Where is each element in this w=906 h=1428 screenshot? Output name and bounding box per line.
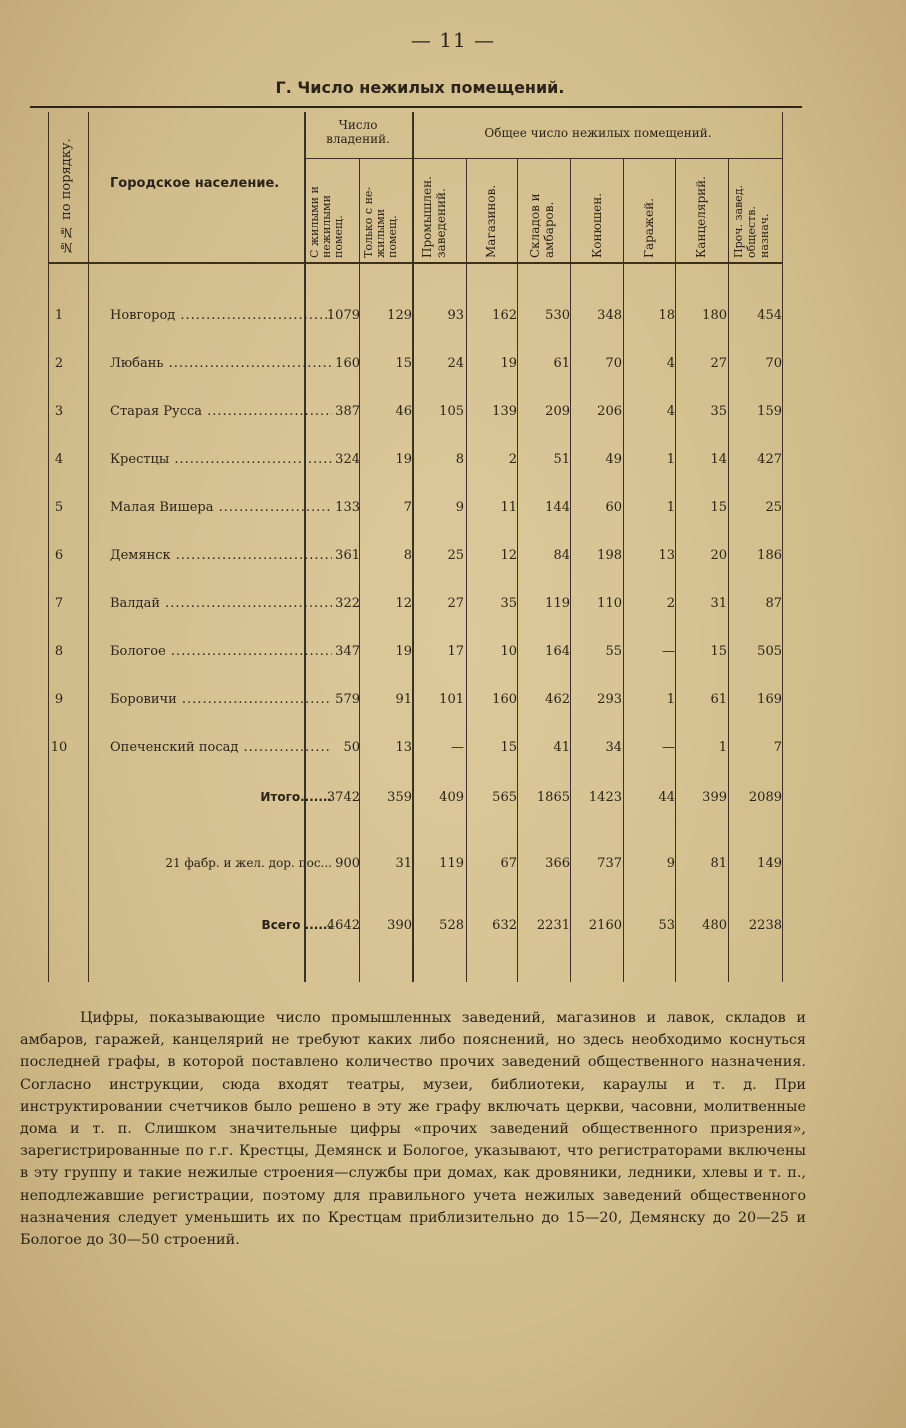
row-number: 7 xyxy=(54,596,64,611)
table-cell: 361 xyxy=(335,548,360,563)
city-name: Итого....... xyxy=(260,790,332,804)
table-cell: 67 xyxy=(500,856,517,871)
table-cell: 53 xyxy=(658,918,675,933)
table-cell: 186 xyxy=(757,548,782,563)
table-cell: 10 xyxy=(500,644,517,659)
table-cell: 169 xyxy=(757,692,782,707)
table-cell: 19 xyxy=(395,644,412,659)
header-owners-res: С жилыми и нежилыми помещ. xyxy=(308,186,345,258)
table-cell: 7 xyxy=(773,740,782,755)
table-border-left xyxy=(48,112,49,982)
header-warehouses: Складов и амбаров. xyxy=(528,193,556,258)
table-cell: 31 xyxy=(710,596,727,611)
table-cell: 139 xyxy=(492,404,517,419)
table-cell: 347 xyxy=(335,644,360,659)
table-cell: 505 xyxy=(757,644,782,659)
table-cell: — xyxy=(662,644,675,659)
header-rule xyxy=(48,262,782,264)
table-cell: 399 xyxy=(702,790,727,805)
row-number: 2 xyxy=(54,356,64,371)
table-cell: 480 xyxy=(702,918,727,933)
table-cell: 462 xyxy=(545,692,570,707)
table-cell: 25 xyxy=(765,500,782,515)
city-name: Старая Русса ..... xyxy=(110,404,332,419)
table-cell: 409 xyxy=(439,790,464,805)
table-border-right xyxy=(782,112,783,982)
table-cell: 70 xyxy=(765,356,782,371)
table-cell: 35 xyxy=(710,404,727,419)
table-cell: 206 xyxy=(597,404,622,419)
header-industrial: Промышлен. заведений. xyxy=(420,176,448,258)
table-cell: 9 xyxy=(455,500,464,515)
table-cell: 2 xyxy=(666,596,675,611)
table-cell: 25 xyxy=(447,548,464,563)
table-cell: 366 xyxy=(545,856,570,871)
table-cell: 55 xyxy=(605,644,622,659)
table-cell: 4642 xyxy=(326,918,360,933)
table-cell: 1 xyxy=(718,740,727,755)
table-cell: 70 xyxy=(605,356,622,371)
table-cell: 4 xyxy=(666,356,675,371)
table-cell: 9 xyxy=(666,856,675,871)
table-divider xyxy=(304,112,306,982)
table-cell: 84 xyxy=(553,548,570,563)
table-cell: 4 xyxy=(666,404,675,419)
table-cell: 900 xyxy=(335,856,360,871)
row-number: 5 xyxy=(54,500,64,515)
table-cell: 7 xyxy=(403,500,412,515)
table-cell: 61 xyxy=(553,356,570,371)
row-number: 1 xyxy=(54,308,64,323)
table-cell: 13 xyxy=(395,740,412,755)
table-row-itogo xyxy=(30,790,786,810)
header-garages: Гаражей. xyxy=(642,198,656,258)
table-cell: 8 xyxy=(455,452,464,467)
table-cell: 81 xyxy=(710,856,727,871)
row-number: 6 xyxy=(54,548,64,563)
table-cell: 390 xyxy=(387,918,412,933)
city-name: 21 фабр. и жел. дор. пос... xyxy=(165,856,332,870)
table-divider xyxy=(412,112,414,982)
city-name: Всего ...... xyxy=(261,918,332,932)
table-row xyxy=(30,548,786,568)
table-cell: 293 xyxy=(597,692,622,707)
city-name: Малая Вишера ..... xyxy=(110,500,332,515)
table-cell: 49 xyxy=(605,452,622,467)
table-cell: 322 xyxy=(335,596,360,611)
city-name: Валдай ..... xyxy=(110,596,332,611)
table-cell: 15 xyxy=(710,644,727,659)
table-cell: 17 xyxy=(447,644,464,659)
table-cell: 60 xyxy=(605,500,622,515)
row-number: 3 xyxy=(54,404,64,419)
page-number: — 11 — xyxy=(410,28,496,52)
table-cell: 359 xyxy=(387,790,412,805)
table-cell: 34 xyxy=(605,740,622,755)
row-number: 10 xyxy=(50,740,68,755)
table-row xyxy=(30,692,786,712)
table-cell: 119 xyxy=(545,596,570,611)
header-subrule xyxy=(304,158,782,159)
table-cell: 14 xyxy=(710,452,727,467)
table-cell: 2160 xyxy=(588,918,622,933)
table-cell: 12 xyxy=(395,596,412,611)
table-cell: 427 xyxy=(757,452,782,467)
table-cell: 20 xyxy=(710,548,727,563)
table-cell: 61 xyxy=(710,692,727,707)
row-number: 9 xyxy=(54,692,64,707)
section-title: Г. Число нежилых помещений. xyxy=(275,78,565,97)
table-cell: 162 xyxy=(492,308,517,323)
explanatory-paragraph: Цифры, показывающие число промышленных заведений, магазинов и лавок, складов и амбаров, гаражей, канцелярий не требуют каких либо пояснений, но здесь необходимо коснуться последней графы, в которой поставлено количество прочих заведений общественного назначения. Согласно инструкции, сюда входят театры, музеи, библиотеки, караулы и т. д. При инструктировании счетчиков было решено в эту же графу включать церкви, часовни, молитвенные дома и т. п. Слишком значительные цифры «прочих заведений общественного призрения», зарегистрированные по г.г. Крестцы, Демянск и Бологое, указывают, что регистраторами включены в эту группу и такие нежилые строения—службы при домах, как дровяники, ледники, хлевы и т. п., неподлежавшие регистрации, поэтому для правильного учета нежилых заведений общественного назначения следует уменьшить их по Крестцам приблизительно до 15—20, Демянску до 20—25 и Бологое до 30—50 строений. xyxy=(20,1010,806,1249)
table-cell: 15 xyxy=(395,356,412,371)
table-cell: 198 xyxy=(597,548,622,563)
table-cell: 164 xyxy=(545,644,570,659)
table-cell: 1 xyxy=(666,692,675,707)
table-row xyxy=(30,500,786,520)
table-cell: 324 xyxy=(335,452,360,467)
table-cell: 35 xyxy=(500,596,517,611)
header-premises-group: Общее число нежилых помещений. xyxy=(484,126,712,140)
city-name: Крестцы ..... xyxy=(110,452,332,467)
top-rule xyxy=(30,106,802,108)
table-cell: 144 xyxy=(545,500,570,515)
table-cell: 24 xyxy=(447,356,464,371)
city-name: Бологое ..... xyxy=(110,644,332,659)
header-owners-nonres: Только с не- жилыми помещ. xyxy=(362,186,399,258)
table-cell: 530 xyxy=(545,308,570,323)
table-cell: 528 xyxy=(439,918,464,933)
table-row xyxy=(30,404,786,424)
table-cell: 11 xyxy=(500,500,517,515)
header-offices: Канцелярий. xyxy=(694,176,708,258)
table-cell: 1 xyxy=(666,452,675,467)
table-cell: 91 xyxy=(395,692,412,707)
table-cell: 46 xyxy=(395,404,412,419)
table-cell: 93 xyxy=(447,308,464,323)
table-cell: 119 xyxy=(439,856,464,871)
table-cell: 41 xyxy=(553,740,570,755)
header-city: Городское население. xyxy=(110,176,280,191)
table-cell: 348 xyxy=(597,308,622,323)
table-cell: — xyxy=(451,740,464,755)
table-cell: 15 xyxy=(500,740,517,755)
table-cell: 1865 xyxy=(536,790,570,805)
table-cell: 27 xyxy=(447,596,464,611)
table-cell: 209 xyxy=(545,404,570,419)
header-row-number: №№ по порядку. xyxy=(59,138,74,254)
table-cell: 579 xyxy=(335,692,360,707)
table-cell: 632 xyxy=(492,918,517,933)
table-row-factories xyxy=(30,856,786,876)
table-cell: 19 xyxy=(395,452,412,467)
table-cell: 105 xyxy=(439,404,464,419)
table-cell: 2231 xyxy=(536,918,570,933)
table-cell: 12 xyxy=(500,548,517,563)
row-number: 4 xyxy=(54,452,64,467)
table-cell: 133 xyxy=(335,500,360,515)
table-row xyxy=(30,356,786,376)
table-cell: 13 xyxy=(658,548,675,563)
table-row xyxy=(30,452,786,472)
table-cell: 1079 xyxy=(326,308,360,323)
table-cell: 15 xyxy=(710,500,727,515)
table-cell: 387 xyxy=(335,404,360,419)
table-cell: 160 xyxy=(335,356,360,371)
header-owners-group: Число владений. xyxy=(326,118,390,146)
table-cell: 110 xyxy=(597,596,622,611)
table-row xyxy=(30,596,786,616)
table-cell: 8 xyxy=(403,548,412,563)
table-cell: 159 xyxy=(757,404,782,419)
table-row-vsego xyxy=(30,918,786,938)
header-shops: Магазинов. xyxy=(484,184,498,258)
table-cell: 2089 xyxy=(748,790,782,805)
table-row xyxy=(30,644,786,664)
table-cell: 149 xyxy=(757,856,782,871)
header-stables: Конюшен. xyxy=(590,192,604,258)
table-cell: 1 xyxy=(666,500,675,515)
city-name: Любань ..... xyxy=(110,356,332,371)
table-cell: 2 xyxy=(508,452,517,467)
table-cell: 19 xyxy=(500,356,517,371)
table-cell: 51 xyxy=(553,452,570,467)
city-name: Опеченский посад ..... xyxy=(110,740,332,755)
table-cell: 101 xyxy=(439,692,464,707)
table-cell: 3742 xyxy=(326,790,360,805)
table-cell: — xyxy=(662,740,675,755)
table-cell: 44 xyxy=(658,790,675,805)
city-name: Боровичи ..... xyxy=(110,692,332,707)
table-cell: 27 xyxy=(710,356,727,371)
table-cell: 565 xyxy=(492,790,517,805)
header-other: Проч. завед. обществ. назнач. xyxy=(732,184,771,258)
row-number: 8 xyxy=(54,644,64,659)
city-name: Новгород ..... xyxy=(110,308,332,323)
table-cell: 1423 xyxy=(588,790,622,805)
table-divider xyxy=(88,112,89,982)
table-cell: 87 xyxy=(765,596,782,611)
city-name: Демянск ..... xyxy=(110,548,332,563)
table-cell: 50 xyxy=(343,740,360,755)
table-cell: 737 xyxy=(597,856,622,871)
table-row xyxy=(30,740,786,760)
table-cell: 31 xyxy=(395,856,412,871)
table-cell: 2238 xyxy=(748,918,782,933)
table-cell: 129 xyxy=(387,308,412,323)
table-cell: 160 xyxy=(492,692,517,707)
table-cell: 454 xyxy=(757,308,782,323)
table-cell: 180 xyxy=(702,308,727,323)
table-row xyxy=(30,308,786,328)
table-cell: 18 xyxy=(658,308,675,323)
